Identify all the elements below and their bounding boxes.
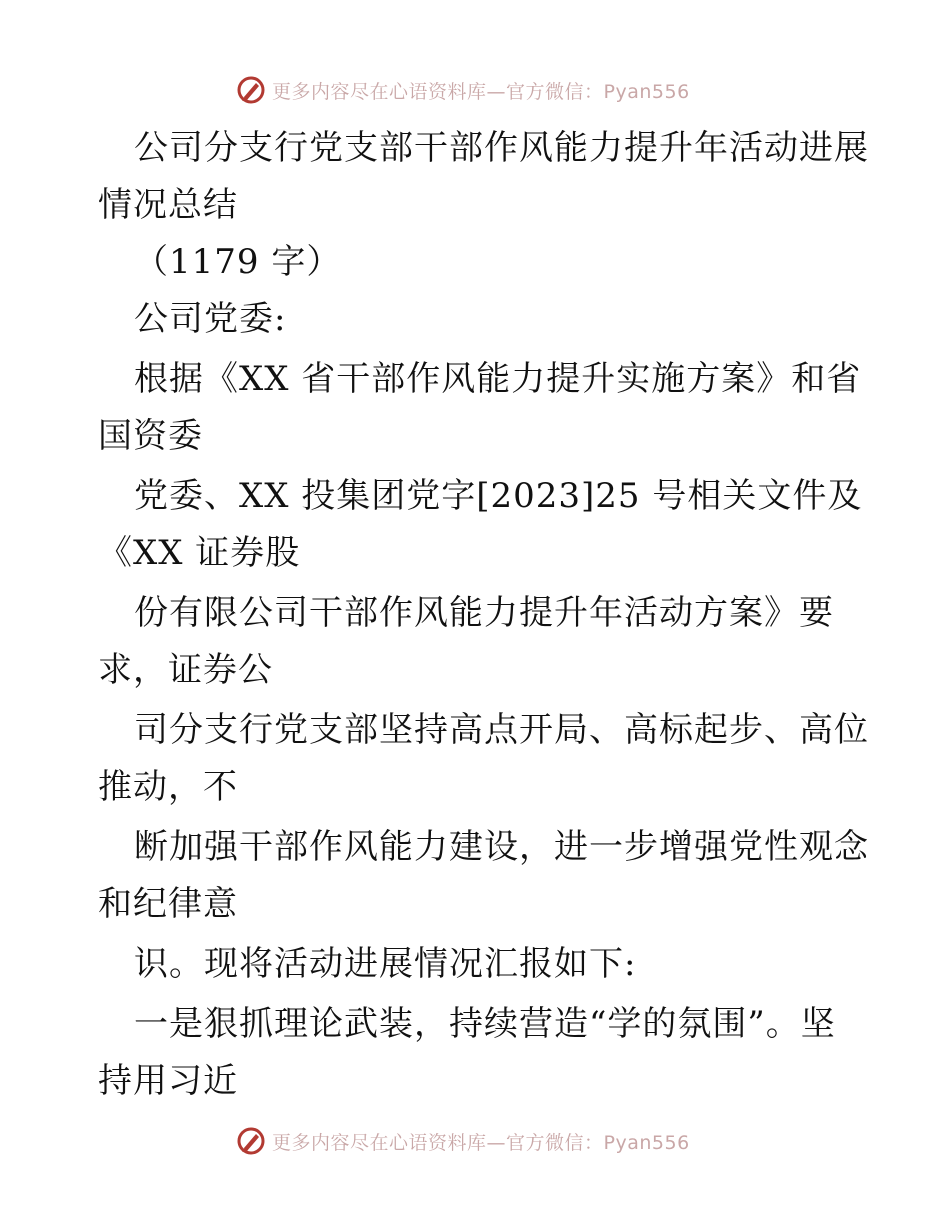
pen-circle-logo-icon [236, 1126, 266, 1156]
paragraph-line: 持用习近 [98, 1061, 238, 1101]
footer-watermark [236, 1124, 690, 1158]
paragraph-line: 一是狠抓理论武装，持续营造“学的氛围”。坚 [134, 1004, 836, 1044]
salutation: 公司党委: [134, 299, 287, 339]
paragraph-line: 和纪律意 [98, 884, 238, 924]
watermark-text: 更多内容尽在心语资料库—官方微信：Pyan556 [272, 1131, 690, 1154]
paragraph-line: 国资委 [98, 416, 203, 456]
watermark-text: 更多内容尽在心语资料库—官方微信：Pyan556 [272, 80, 690, 103]
word-count: （1179 字） [134, 242, 342, 282]
paragraph-line: 求，证券公 [98, 650, 273, 690]
paragraph-line: 识。现将活动进展情况汇报如下: [134, 944, 637, 984]
paragraph-line: 司分支行党支部坚持高点开局、高标起步、高位 [134, 710, 869, 750]
doc-title-line-1: 公司分支行党支部干部作风能力提升年活动进展 [134, 128, 869, 168]
paragraph-line: 断加强干部作风能力建设，进一步增强党性观念 [134, 827, 869, 867]
paragraph-line: 推动，不 [98, 767, 238, 807]
paragraph-line: 根据《XX 省干部作风能力提升实施方案》和省 [134, 359, 862, 399]
doc-title-line-2: 情况总结 [98, 185, 238, 225]
paragraph-line: 党委、XX 投集团党字[2023]25 号相关文件及 [134, 476, 863, 516]
paragraph-line: 《XX 证券股 [98, 533, 301, 573]
paragraph-line: 份有限公司干部作风能力提升年活动方案》要 [134, 593, 834, 633]
